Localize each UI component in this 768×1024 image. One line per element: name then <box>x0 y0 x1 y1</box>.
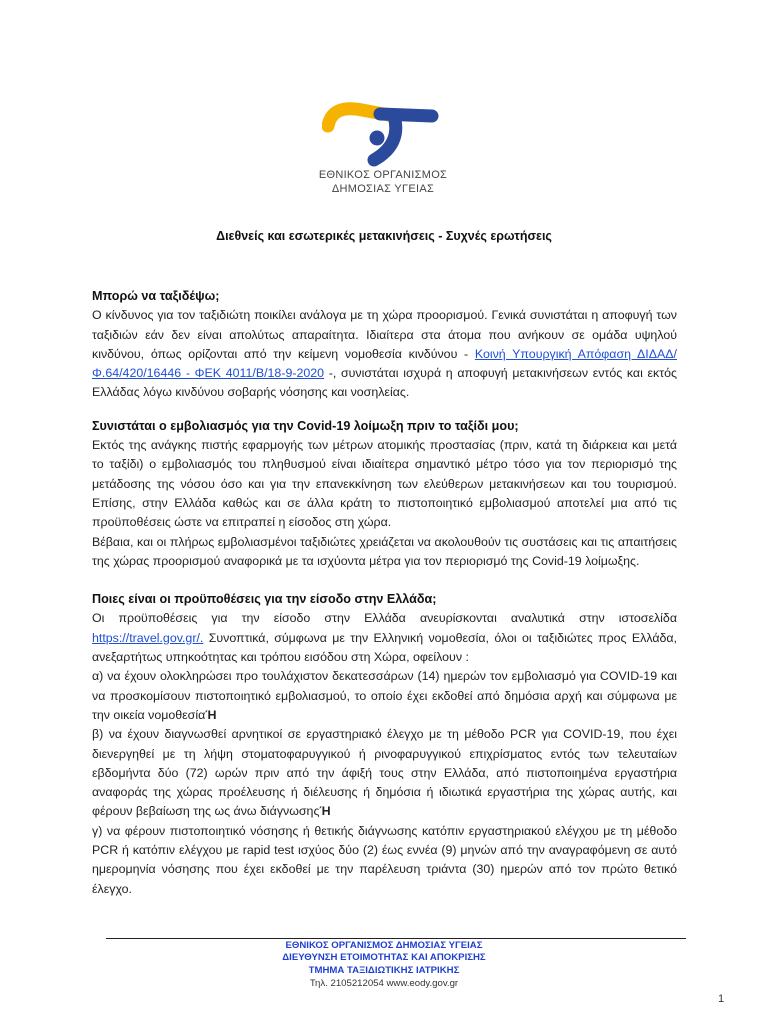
org-name-line2: ΔΗΜΟΣΙΑΣ ΥΓΕΙΑΣ <box>331 183 435 195</box>
faq-question: Συνιστάται ο εμβολιασμός για την Covid-19 λοίμωξη πριν το ταξίδι μου; <box>92 418 519 433</box>
faq-answer: Βέβαια, και οι πλήρως εμβολιασμένοι ταξιδιώτες χρειάζεται να ακολουθούν τις συστάσεις και τις απαιτήσεις της χώρας προορισμού αναφορικά με τα ισχύοντα μέτρα για τον περιορισμό της Covid-19 λοίμωξης. <box>92 534 677 568</box>
requirement-item-b <box>92 725 677 821</box>
faq-answer: Εκτός της ανάγκης πιστής εφαρμογής των μέτρων ατομικής προστασίας (πριν, κατά τη διάρκεια και μετά το ταξίδι) ο εμβολιασμός του πληθυσμού είναι ιδιαίτερα σημαντικό μέτρο τόσο για τον περιορισμό της μετάδοσης της νόσου όσο και για την επανεκκίνηση των ελεύθερων μετακινήσεων και του τουρισμού. Επίσης, στην Ελλάδα καθώς και σε άλλα κράτη το πιστοποιητικό εμβολιασμού αποτελεί μια από τις προϋποθέσεις ώστε να επιτραπεί η είσοδος στη χώρα. <box>92 438 677 530</box>
requirement-conjunction: Ή <box>205 707 217 722</box>
answer-text: -, συνιστάται ισχυρά η αποφυγή μετακινήσεων εντός και εκτός Ελλάδας λόγω κινδύνου σοβαρής νόσησης και νοσηλείας. <box>92 366 677 400</box>
document-title: Διεθνείς και εσωτερικές μετακινήσεις - Συχνές ερωτήσεις <box>216 229 552 243</box>
footer-department: ΤΜΗΜΑ ΤΑΞΙΔΙΩΤΙΚΗΣ ΙΑΤΡΙΚΗΣ <box>308 964 460 976</box>
travel-gov-link[interactable]: https://travel.gov.gr/. <box>92 630 204 645</box>
answer-text: Συνοπτικά, σύμφωνα με την Ελληνική νομοθεσία, όλοι οι ταξιδιώτες προς Ελλάδα, ανεξαρτήτως υπηκοότητας και τρόπου εισόδου στη Χώρα, οφείλουν : <box>92 630 677 665</box>
faq-section-travel <box>92 287 677 403</box>
footer-org: ΕΘΝΙΚΟΣ ΟΡΓΑΝΙΣΜΟΣ ΔΗΜΟΣΙΑΣ ΥΓΕΙΑΣ <box>285 940 483 951</box>
requirement-item-a <box>92 667 677 725</box>
faq-question: Ποιες είναι οι προϋποθέσεις για την είσοδο στην Ελλάδα; <box>92 592 437 607</box>
eody-logo-icon <box>322 100 440 174</box>
requirement-text: β) να έχουν διαγνωσθεί αρνητικοί σε εργαστηριακό έλεγχο με τη μέθοδο PCR για COVID-19, που έχει διενεργηθεί με τη λήψη στοματοφαρυγγικού ή ρινοφαρυγγικού επιχρίσματος εντός των τελευταίων εβδομήντα δύο (72) ωρών πριν από την άφιξή τους στην Ελλάδα, από πιστοποιημένα εργαστήρια αναφοράς της χώρας προέλευσης ή διέλευσης ή δημόσια ή ιδιωτικά εργαστήρια της χώρας αυτής, και φέρουν βεβαίωση της ως άνω διάγνωσης <box>92 727 677 819</box>
faq-section-entry-requirements <box>92 590 677 899</box>
document-body <box>92 287 677 899</box>
org-name-line1: ΕΘΝΙΚΟΣ ΟΡΓΑΝΙΣΜΟΣ <box>318 169 448 181</box>
footer <box>0 940 768 990</box>
requirement-conjunction: Ή <box>319 804 331 819</box>
requirement-item-c: γ) να φέρουν πιστοποιητικό νόσησης ή θετικής διάγνωσης κατόπιν εργαστηριακού ελέγχου με τη μέθοδο PCR ή κατόπιν ελέγχου με rapid test ισχύος δύο (2) έως εννέα (9) μηνών από την αναγραφόμενη σε αυτό ημερομηνία νόσησης που έχει εκδοθεί με την παρέλευση τριάντα (30) ημερών από τον πρώτο θετικό έλεγχο. <box>92 823 677 896</box>
answer-text: Ο κίνδυνος για τον ταξιδιώτη ποικίλει ανάλογα με τη χώρα προορισμού. Γενικά συνιστάται η αποφυγή των ταξιδιών εάν δεν είναι απολύτως απαραίτητα. Ιδιαίτερα στα άτομα που ανήκουν σε ομάδα υψηλού κινδύνου, όπως ορίζονται από την κείμενη νομοθεσία κινδύνου - <box>92 308 677 361</box>
answer-text: Οι προϋποθέσεις για την είσοδο στην Ελλάδα ανευρίσκονται αναλυτικά στην ιστοσελίδα <box>92 611 677 626</box>
faq-question: Μπορώ να ταξιδέψω; <box>92 289 220 303</box>
page-number: 1 <box>718 993 725 1005</box>
org-name <box>300 168 466 196</box>
kya-law-link[interactable]: Κοινή Υπουργική Απόφαση ΔΙΔΑΔ/Φ.64/420/16446 - ΦΕΚ 4011/Β/18-9-2020 <box>92 346 677 381</box>
faq-answer <box>92 609 677 667</box>
faq-answer <box>92 306 677 402</box>
footer-divider <box>106 938 686 939</box>
faq-section-vaccination <box>92 417 677 571</box>
footer-directorate: ΔΙΕΥΘΥΝΣΗ ΕΤΟΙΜΟΤΗΤΑΣ ΚΑΙ ΑΠΟΚΡΙΣΗΣ <box>282 952 486 964</box>
requirement-text: α) να έχουν ολοκληρώσει προ τουλάχιστον δεκατεσσάρων (14) ημερών τον εμβολιασμό για COVID-19 και να προσκομίσουν πιστοποιητικό εμβολιασμού, το οποίο έχει εκδοθεί από δημόσια αρχή και σύμφωνα με την οικεία νομοθεσία <box>92 669 677 722</box>
footer-contact: Τηλ. 2105212054 www.eody.gov.gr <box>309 978 459 990</box>
